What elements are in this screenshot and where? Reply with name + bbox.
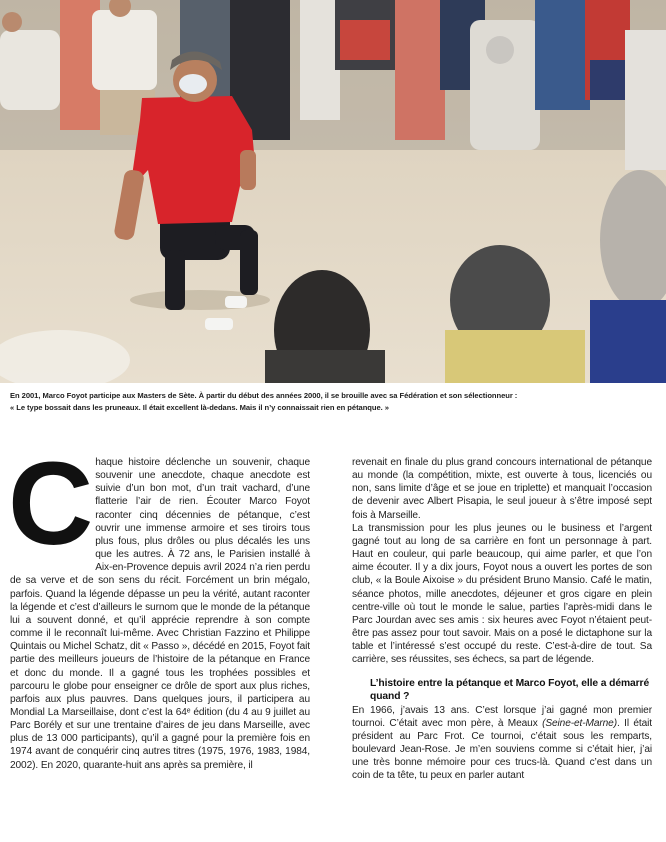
- photo-caption: [10, 390, 660, 414]
- article-paragraph: revenait en finale du plus grand concours international de pétanque au monde (la compétition, mixte, est ouverte à tous, licenciés ou non, sans limite d’âge et se joue en triplette) et manquait l’occasion de devenir avec Albert Pisapia, le seul joueur à s’être imposé sept fois à Marseille.: [352, 457, 652, 521]
- interview-answer: [352, 704, 652, 783]
- answer-italic: (Seine-et-Marne): [542, 717, 617, 729]
- caption-line-1: En 2001, Marco Foyot participe aux Masters de Sète. À partir du début des années 2000, il se brouille avec sa Fédération et son sélectionneur :: [10, 391, 518, 400]
- article-column-right: [352, 456, 652, 782]
- caption-line-2: « Le type bossait dans les pruneaux. Il était excellent là-dedans. Mais il n’y connaissait rien en pétanque. »: [10, 403, 389, 412]
- answer-text: . Il était président au Parc Frot. Ce tournoi, c’était sous les remparts, boulevard Jean-Rose. Je m’en souviens comme si c’était hier, j’ai une très bonne mémoire pour ces trucs-là. Quand c’est dans un coin de ta tête, tu peux en parler autant: [352, 717, 652, 782]
- answer-text: En 1966, j’avais 13 ans. C’est lorsque j’ai gagné mon premier tournoi. C’était avec mon père, à Meaux: [352, 704, 652, 729]
- drop-cap: C: [8, 438, 90, 570]
- photo-petanque-player: [0, 0, 666, 383]
- article-column-left: [8, 438, 310, 772]
- article-photo: [0, 0, 666, 383]
- article-paragraph: haque histoire déclenche un souvenir, chaque souvenir une anecdote, chaque anecdote est suivie d’un bon mot, d’un trait vachard, d’une flatterie l’air de rien. Écouter Marco Foyot raconter cinq décennies de pétanque, c’est ouvrir une immense armoire et ses tiroirs tous plus fous, plus drôles ou plus décalés les uns que les autres. À 72 ans, le Parisien installé à Aix-en-Provence depuis avril 2024 n’a rien perdu de sa verve et de son sens du récit. Forcément un brin mégalo, parfois. Quand la légende dépasse un peu la vérité, autant raconter la légende et c’est d’ailleurs le surnom que le monde de la pétanque lui a souvent donné, et qu’il apprécie reprendre à son compte comme il le reconnaît lui-même. Avec Christian Fazzino et Philippe Quintais ou Michel Schatz, dit « Passo », décédé en 2015, Foyot fait partie des meilleurs joueurs de l’histoire de la pétanque en France et donc du monde. Il a gagné tous les trophées possibles et parcouru le globe pour enseigner ce drôle de sport aux plus riches, parfois aux plus pauvres. Dans quelques jours, il participera au Mondial La Marseillaise, dont c’est la 64ᵉ édition (du 4 au 9 juillet au Parc Borély et sur une trentaine d’aires de jeu dans Marseille, avec plus de 13 000 participants), qu’il a gagné pour la première fois en 1974 avant de conquérir cinq autres titres (1975, 1976, 1983, 1984, 2002). En 2020, quarante-huit ans après sa première, il: [10, 457, 310, 771]
- interview-question: L’histoire entre la pétanque et Marco Foyot, elle a démarré quand ?: [370, 677, 650, 702]
- article-paragraph: La transmission pour les plus jeunes ou le business et l’argent gagné tout au long de sa carrière en font un personnage à part. Haut en couleur, qui parle beaucoup, qui aime parler, et que l’on aime écouter. Il y a dix jours, Foyot nous a ouvert les portes de son club, « la Boule Aixoise » du président Bruno Mansio. Café le matin, séance photos, mille anecdotes, déjeuner et gros cigare en plein centre-ville où tout le monde le salue, parties l’après-midi dans le Parc Jourdan avec ses amis : six heures avec Foyot n’étaient peut-être pas assez pour tout savoir. Mais on a posé le dictaphone sur la table et l’intéressé s’est occupé du reste. C’est-à-dire de tout. Sa carrière, ses réussites, ses échecs, sa part de légende.: [352, 522, 652, 666]
